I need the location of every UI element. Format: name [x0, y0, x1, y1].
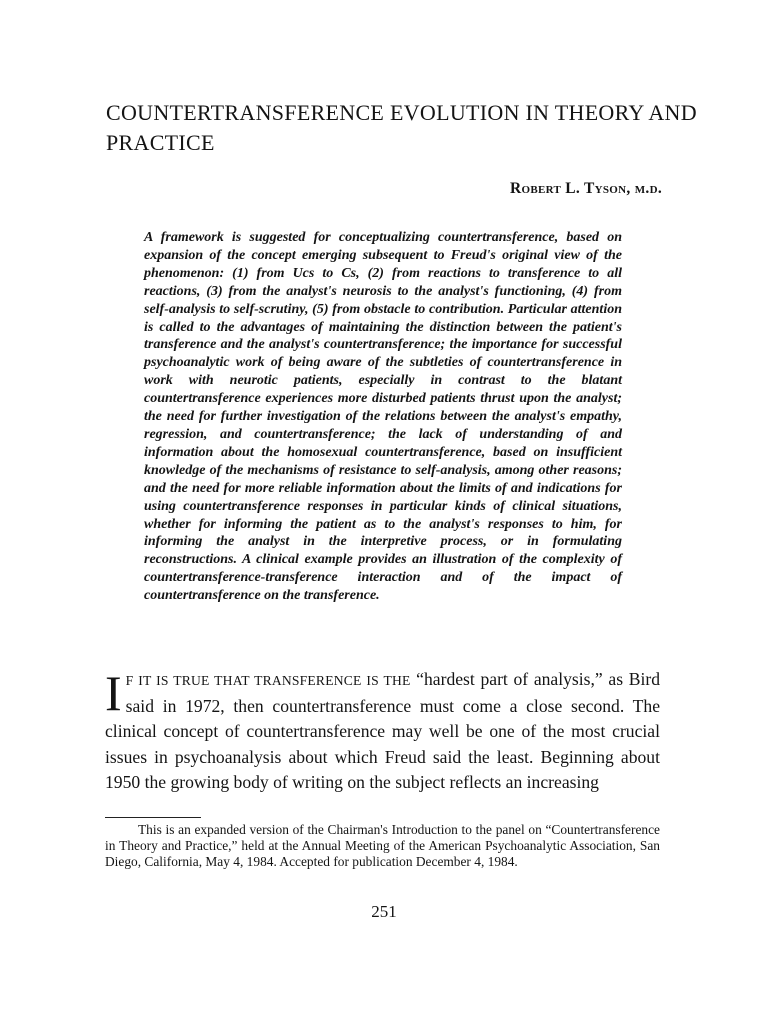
article-title: COUNTERTRANSFERENCE EVOLUTION IN THEORY AND PRACTICE: [106, 100, 697, 155]
drop-cap: I: [105, 665, 122, 721]
body-text: “hardest part of analysis,” as Bird said in 1972, then countertransference must come a close second. The clinical concept of countertransference may well be one of the most crucial issues in psychoanalysis about which Freud said the least. Beginning about 1950 the growing body of writing on the subject reflects an increasing: [105, 669, 660, 792]
lead-in-small-caps: F IT IS TRUE THAT TRANSFERENCE IS THE: [125, 673, 411, 688]
footnote: This is an expanded version of the Chairman's Introduction to the panel on “Countertransference in Theory and Practice,” held at the Annual Meeting of the American Psychoanalytic Association, San Diego, California, May 4, 1984. Accepted for publication December 4, 1984.: [105, 822, 660, 870]
footnote-rule: [105, 817, 201, 818]
page-number: 251: [371, 902, 397, 921]
body-paragraph: [105, 667, 660, 796]
abstract: A framework is suggested for conceptualizing countertransference, based on expansion of the concept emerging subsequent to Freud's original view of the phenomenon: (1) from Ucs to Cs, (2) from reactions to transference to all reactions, (3) from the analyst's neurosis to the analyst's functioning, (4) from self-analysis to self-scrutiny, (5) from obstacle to contribution. Particular attention is called to the advantages of maintaining the distinction between the patient's transference and the analyst's countertransference; the importance for successful psychoanalytic work of being aware of the subtleties of countertransference in work with neurotic patients, especially in contrast to the blatant countertransference experiences more disturbed patients thrust upon the analyst; the need for further investigation of the relations between the analyst's empathy, regression, and countertransference; the lack of understanding of and information about the homosexual countertransference, based on insufficient knowledge of the mechanisms of resistance to self-analysis, among other reasons; and the need for more reliable information about the limits of and indications for using countertransference responses in particular kinds of clinical situations, whether for informing the patient as to the analyst's responses to him, for informing the analyst in the interpretive process, or in formulating reconstructions. A clinical example provides an illustration of the complexity of countertransference-transference interaction and of the impact of countertransference on the transference.: [144, 230, 622, 604]
author-byline: Robert L. Tyson, m.d.: [509, 180, 662, 197]
